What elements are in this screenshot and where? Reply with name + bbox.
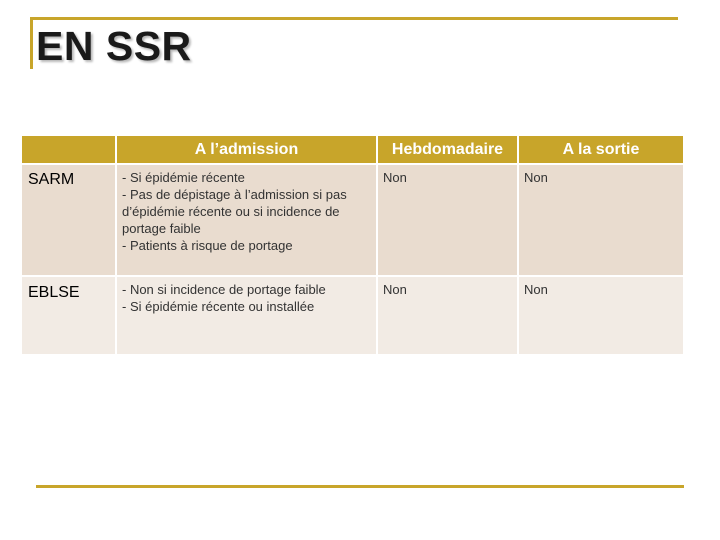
- row-label-cell: [21, 164, 116, 276]
- admission-text: [117, 277, 376, 315]
- discharge-cell: [518, 276, 684, 355]
- admission-text: [117, 165, 376, 254]
- header-weekly: Hebdomadaire: [377, 135, 518, 164]
- admission-cell: [116, 276, 377, 355]
- admission-line: - Patients à risque de portage: [122, 238, 293, 253]
- header-discharge: A la sortie: [518, 135, 684, 164]
- admission-line: - Pas de dépistage à l’admission si pas: [122, 187, 347, 202]
- discharge-cell: [518, 164, 684, 276]
- weekly-cell: [377, 164, 518, 276]
- footer-line: [36, 485, 684, 488]
- title-frame-top-line: [30, 17, 678, 20]
- discharge-value: Non: [524, 170, 548, 185]
- header-admission: A l’admission: [116, 135, 377, 164]
- admission-line: - Si épidémie récente ou installée: [122, 299, 315, 314]
- admission-line: d’épidémie récente ou si incidence de: [122, 204, 340, 219]
- table-row: [21, 276, 684, 355]
- row-label-cell: [21, 276, 116, 355]
- admission-line: - Si épidémie récente: [122, 170, 245, 185]
- title-frame-left-line: [30, 17, 33, 69]
- header-empty-cell: [21, 135, 116, 164]
- row-label: EBLSE: [28, 284, 80, 301]
- admission-line: - Non si incidence de portage faible: [122, 282, 326, 297]
- slide-title: EN SSR: [36, 23, 192, 69]
- weekly-value: Non: [383, 170, 407, 185]
- screening-table: [20, 134, 685, 356]
- admission-cell: [116, 164, 377, 276]
- row-label: SARM: [28, 171, 75, 188]
- admission-line: portage faible: [122, 221, 201, 236]
- weekly-value: Non: [383, 282, 407, 297]
- weekly-cell: [377, 276, 518, 355]
- discharge-value: Non: [524, 282, 548, 297]
- table-row: [21, 164, 684, 276]
- table-header-row: [21, 135, 684, 164]
